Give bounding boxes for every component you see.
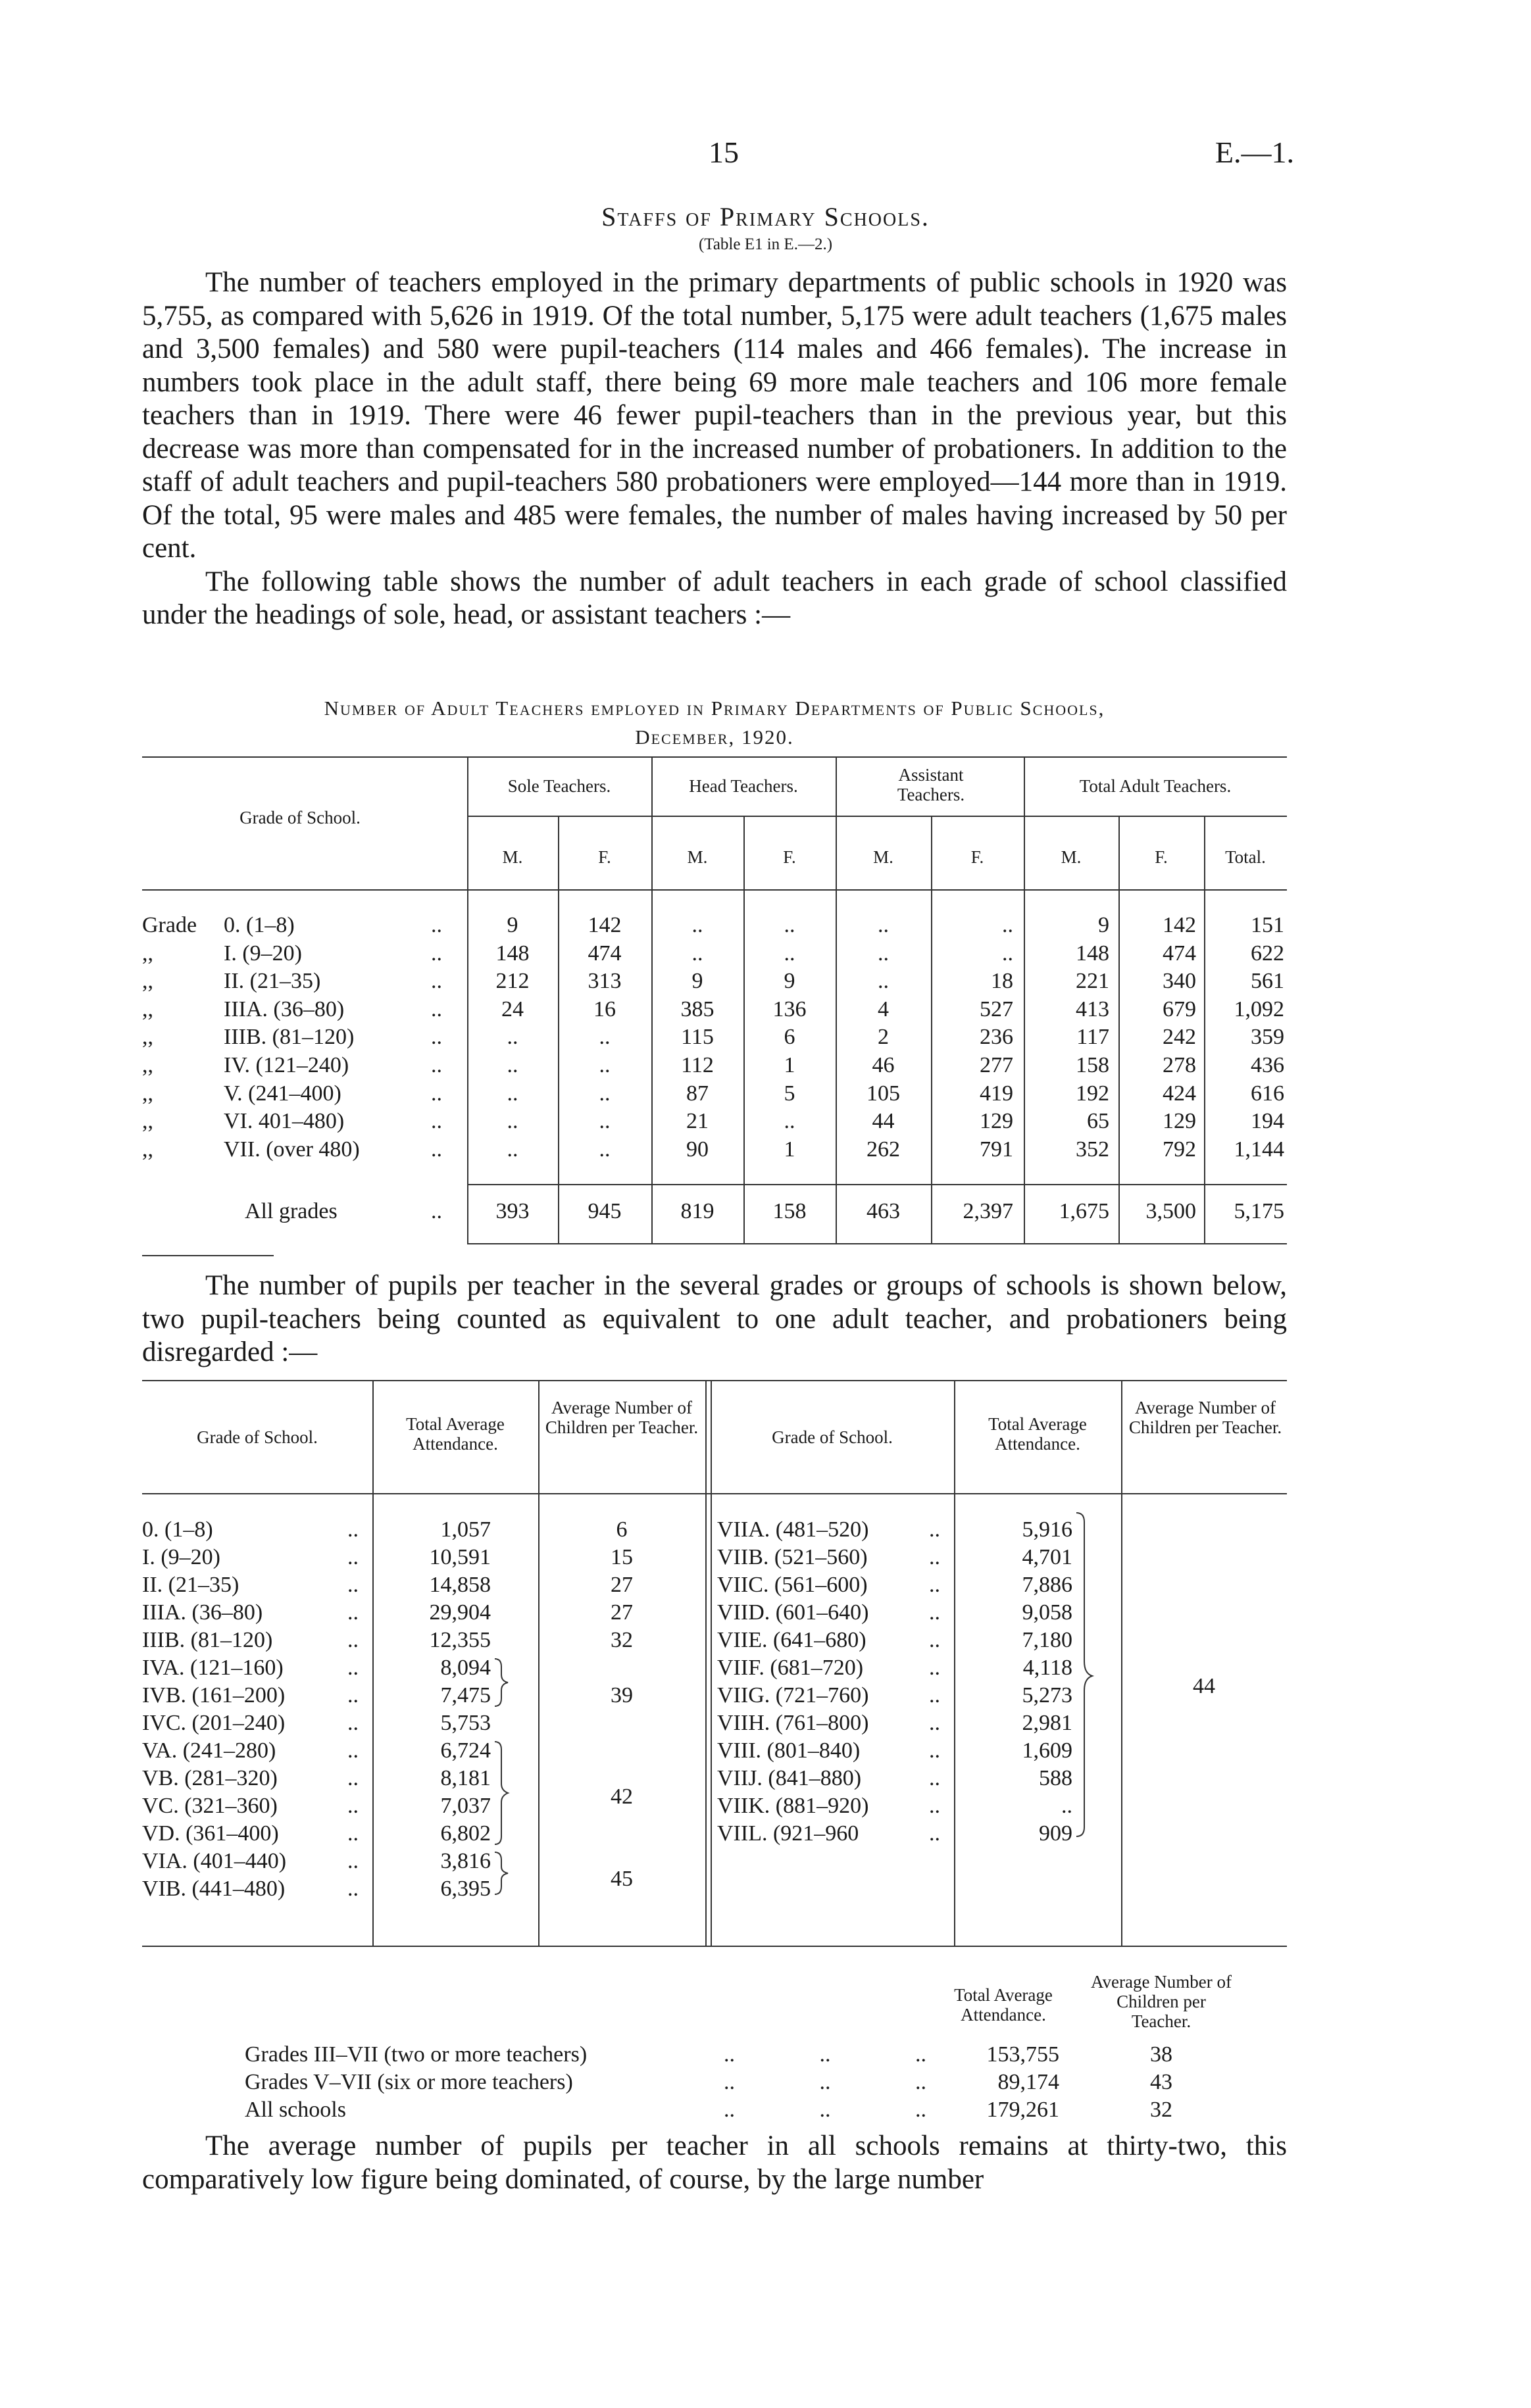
table2-left-grade: VB. (281–320) <box>142 1766 278 1790</box>
table2-left-grade: I. (9–20) <box>142 1545 220 1569</box>
table1-cell: .. <box>599 1025 611 1050</box>
table1-cell: 4 <box>878 996 889 1021</box>
avg-value: 39 <box>611 1683 633 1708</box>
table1-row-grade: IIIA. (36–80) <box>224 996 345 1021</box>
leader-dots: .. <box>347 1849 359 1873</box>
avg-value: 32 <box>611 1628 633 1652</box>
table1-cell: 136 <box>772 996 807 1021</box>
summary-header-avg: Average Number of Children per Teacher. <box>1091 1972 1232 2031</box>
table1-cell: .. <box>507 1137 518 1162</box>
table2-left-grade: VIB. (441–480) <box>142 1877 286 1901</box>
table2-left-attendance: 8,181 <box>440 1766 491 1790</box>
table1-row-prefix: ,, <box>142 1053 153 1077</box>
table1-cell: 194 <box>1251 1109 1284 1134</box>
table2-right-attendance: 588 <box>1039 1766 1072 1790</box>
table1-cell: 242 <box>1163 1025 1196 1050</box>
paragraph-1: The number of teachers employed in the primary departments of public schools in 1920 was 5,755, as compared with 5,626 in 1919. Of the total number, 5,175 were adult teachers (1,675 males and 3,500 females) and 580 were pupil-teachers (114 males and 466 females). The increase in numbers took place in the adult staff, there being 69 more male teachers and 106 more female teachers than in 1919. There were 46 fewer pupil-teachers than in the previous year, but this decrease was more than compensated for in the increased number of probationers. In addition to the staff of adult teachers and pupil-teachers 580 probationers were employed—144 more than in 1919. Of the total, 95 were males and 485 were females, the number of males having increased by 50 per cent. <box>142 267 1287 564</box>
table2-left-attendance: 3,816 <box>440 1849 491 1873</box>
table1-cell: 474 <box>588 941 622 966</box>
leader-dots: .. <box>431 1199 442 1223</box>
leader-dots: .. <box>929 1711 940 1735</box>
leader-dots: .. <box>929 1656 940 1680</box>
table1-cell: .. <box>784 941 795 966</box>
table1-row-prefix: ,, <box>142 941 153 966</box>
table2-left-attendance: 6,802 <box>440 1821 491 1846</box>
leader-dots: .. .. .. <box>724 2070 926 2094</box>
table2-left-grade: VD. (361–400) <box>142 1821 279 1846</box>
table2-right-attendance: 9,058 <box>1022 1600 1072 1625</box>
table2-right-attendance: 2,981 <box>1022 1711 1072 1735</box>
table1-cell: .. <box>878 941 889 966</box>
table1-row-grade: V. (241–400) <box>224 1081 341 1106</box>
table2-left-grade: IVB. (161–200) <box>142 1683 286 1708</box>
table2-right-grade: VIIL. (921–960 <box>717 1821 859 1846</box>
table1-total-all-f: 3,500 <box>1145 1199 1196 1223</box>
leader-dots: .. <box>431 941 442 966</box>
table2-right-attendance: 7,180 <box>1022 1628 1072 1652</box>
leader-dots: .. <box>929 1794 940 1818</box>
table1-total-all-m: 1,675 <box>1059 1199 1109 1223</box>
table2-left-grade: VA. (241–280) <box>142 1738 276 1763</box>
page-number: 15 <box>709 135 739 169</box>
table2-right-attendance: 1,609 <box>1022 1738 1072 1763</box>
table1-cell: 112 <box>681 1053 714 1077</box>
brace-left <box>495 1742 508 1844</box>
leader-dots: .. <box>929 1573 940 1597</box>
table1-cell: 117 <box>1076 1025 1109 1050</box>
avg-value: 15 <box>611 1545 633 1569</box>
table1-cell: .. <box>784 913 795 937</box>
table1-header-f: F. <box>783 847 796 867</box>
summary-header-attendance: Total Average Attendance. <box>954 1985 1053 2025</box>
leader-dots: .. .. .. <box>724 2098 926 2122</box>
table1-cell: .. <box>507 1053 518 1077</box>
table1-cell: 9 <box>691 969 703 994</box>
table1-cell: 474 <box>1163 941 1196 966</box>
table1-header-grade: Grade of School. <box>239 808 361 827</box>
table1-cell: 679 <box>1163 996 1196 1021</box>
table1-cell: 1 <box>784 1137 795 1162</box>
section-title: Staffs of Primary Schools. <box>601 202 930 232</box>
table1-header-assistant: Assistant Teachers. <box>897 765 965 804</box>
table2-right-grade: VIIE. (641–680) <box>717 1628 866 1652</box>
document-reference: E.—1. <box>1215 135 1294 169</box>
paragraph-2: The following table shows the number of adult teachers in each grade of school classified under the headings of sole, head, or assistant teachers :— <box>142 566 1287 630</box>
avg-value: 44 <box>1193 1674 1215 1698</box>
leader-dots: .. <box>929 1683 940 1708</box>
table2-left-attendance: 7,475 <box>440 1683 491 1708</box>
table1-cell: 262 <box>866 1137 900 1162</box>
table1-cell: 436 <box>1251 1053 1284 1077</box>
table1-cell: 46 <box>872 1053 895 1077</box>
table2-left-attendance: 14,858 <box>429 1573 491 1597</box>
leader-dots: .. <box>347 1683 359 1708</box>
table1-cell: 1 <box>784 1053 795 1077</box>
table1-cell: 151 <box>1251 913 1284 937</box>
table1-header-m: M. <box>1061 847 1082 867</box>
table2-left-grade: VIA. (401–440) <box>142 1849 287 1873</box>
table1-cell: 18 <box>991 969 1013 994</box>
table1-cell: 9 <box>1098 913 1109 937</box>
table1-title-line2: December, 1920. <box>635 725 794 749</box>
table1-cell: .. <box>599 1109 611 1134</box>
leader-dots: .. <box>431 1109 442 1134</box>
table2-left-attendance: 6,395 <box>440 1877 491 1901</box>
table2-left-attendance: 29,904 <box>429 1600 491 1625</box>
table1-cell: .. <box>878 969 889 994</box>
table2-left-grade: IIIB. (81–120) <box>142 1628 273 1652</box>
brace-left <box>495 1659 508 1706</box>
table2-left-grade: II. (21–35) <box>142 1573 239 1597</box>
table1-cell: 359 <box>1251 1025 1284 1050</box>
table1-cell: 352 <box>1076 1137 1109 1162</box>
table1-total-sole-m: 393 <box>495 1199 530 1223</box>
summary-row-avg: 43 <box>1150 2070 1172 2094</box>
table2-right-attendance: 4,118 <box>1022 1656 1072 1680</box>
summary-row-avg: 32 <box>1150 2098 1172 2122</box>
table1-row-prefix: ,, <box>142 1109 153 1134</box>
table1-row-prefix: ,, <box>142 1081 153 1106</box>
table2-left-attendance: 6,724 <box>440 1738 491 1763</box>
summary-row-attendance: 153,755 <box>986 2042 1059 2067</box>
table1-cell: 413 <box>1076 996 1109 1021</box>
table1-cell: 561 <box>1251 969 1284 994</box>
table2-right-grade: VIIG. (721–760) <box>717 1683 869 1708</box>
table1-cell: 212 <box>495 969 530 994</box>
leader-dots: .. <box>347 1877 359 1901</box>
table1-header-head: Head Teachers. <box>689 776 798 796</box>
leader-dots: .. <box>431 913 442 937</box>
table1-cell: 142 <box>588 913 622 937</box>
table2-right-attendance: .. <box>1061 1794 1072 1818</box>
table1-cell: 9 <box>507 913 518 937</box>
brace-left <box>495 1852 508 1894</box>
table1-row-grade: I. (9–20) <box>224 941 302 966</box>
table2-left-grade: IVA. (121–160) <box>142 1656 284 1680</box>
table2-header-attendance: Total Average Attendance. <box>406 1414 505 1454</box>
table2-left-attendance: 8,094 <box>440 1656 491 1680</box>
leader-dots: .. <box>431 1137 442 1162</box>
table1-cell: 277 <box>980 1053 1013 1077</box>
table2-left-attendance: 7,037 <box>440 1794 491 1818</box>
table2-right-grade: VIIC. (561–600) <box>717 1573 868 1597</box>
table1-cell: 21 <box>686 1109 709 1134</box>
leader-dots: .. <box>431 1081 442 1106</box>
table2-left-attendance: 5,753 <box>440 1711 491 1735</box>
brace-right <box>1076 1513 1092 1836</box>
table2-right-attendance: 4,701 <box>1022 1545 1072 1569</box>
leader-dots: .. <box>347 1573 359 1597</box>
table1-cell: 340 <box>1163 969 1196 994</box>
table1-total-head-f: 158 <box>772 1199 807 1223</box>
table1-cell: 385 <box>680 996 715 1021</box>
table2-right-grade: VIII. (801–840) <box>717 1738 861 1763</box>
table1-cell: 129 <box>1163 1109 1196 1134</box>
paragraph-4: The average number of pupils per teacher in all schools remains at thirty-two, this comparatively low figure being dominated, of course, by the large number <box>142 2130 1287 2195</box>
table1-header-f: F. <box>598 847 611 867</box>
table1-header-m: M. <box>502 847 523 867</box>
leader-dots: .. <box>347 1628 359 1652</box>
table1-cell: 87 <box>686 1081 709 1106</box>
table1-cell: 527 <box>980 996 1013 1021</box>
table2-left-attendance: 1,057 <box>440 1517 491 1542</box>
table1-cell: 419 <box>980 1081 1013 1106</box>
leader-dots: .. <box>347 1738 359 1763</box>
leader-dots: .. <box>347 1545 359 1569</box>
leader-dots: .. <box>347 1766 359 1790</box>
table1-cell: 105 <box>866 1081 900 1106</box>
table1-cell: .. <box>784 1109 795 1134</box>
table2-left-grade: IIIA. (36–80) <box>142 1600 263 1625</box>
table1-row-prefix: ,, <box>142 1025 153 1050</box>
summary-row-avg: 38 <box>1150 2042 1172 2067</box>
table1-cell: 5 <box>784 1081 795 1106</box>
table1-row-prefix: ,, <box>142 1137 153 1162</box>
table1-cell: .. <box>599 1081 611 1106</box>
table1-row-grade: IIIB. (81–120) <box>224 1025 355 1050</box>
leader-dots: .. <box>929 1600 940 1625</box>
table1-header-f: F. <box>970 847 984 867</box>
leader-dots: .. <box>929 1821 940 1846</box>
table1-cell: 44 <box>872 1109 895 1134</box>
table1-header-total-col: Total. <box>1225 847 1266 867</box>
table2-header-grade: Grade of School. <box>772 1427 893 1447</box>
table2-right-grade: VIID. (601–640) <box>717 1600 869 1625</box>
leader-dots: .. <box>347 1600 359 1625</box>
table1-header-total: Total Adult Teachers. <box>1079 776 1232 796</box>
table1-total-all-total: 5,175 <box>1234 1199 1284 1223</box>
table2-left-attendance: 10,591 <box>429 1545 491 1569</box>
table1-row-grade: 0. (1–8) <box>224 913 295 937</box>
table1-row-prefix: Grade <box>142 913 197 937</box>
summary-row-label: Grades V–VII (six or more teachers) <box>245 2070 573 2094</box>
table1-cell: .. <box>1002 913 1013 937</box>
leader-dots: .. <box>929 1545 940 1569</box>
table1-row-prefix: ,, <box>142 969 153 994</box>
table1-cell: 792 <box>1163 1137 1196 1162</box>
table1-cell: 791 <box>980 1137 1013 1162</box>
table1-cell: 115 <box>681 1025 714 1050</box>
table2-right-attendance: 5,916 <box>1022 1517 1072 1542</box>
summary-row-attendance: 89,174 <box>997 2070 1059 2094</box>
table1-cell: 16 <box>593 996 616 1021</box>
table1-totals-label: All grades <box>245 1199 338 1223</box>
table1-cell: .. <box>1002 941 1013 966</box>
table1-header-sole: Sole Teachers. <box>507 776 611 796</box>
table1-cell: 2 <box>878 1025 889 1050</box>
table1-total-asst-f: 2,397 <box>963 1199 1013 1223</box>
table1-cell: 129 <box>980 1109 1013 1134</box>
table2-right-grade: VIIF. (681–720) <box>717 1656 864 1680</box>
table1-cell: 65 <box>1087 1109 1109 1134</box>
table1-cell: 158 <box>1076 1053 1109 1077</box>
table2-right-attendance: 7,886 <box>1022 1573 1072 1597</box>
summary-row-attendance: 179,261 <box>986 2098 1059 2122</box>
paragraph-3: The number of pupils per teacher in the several grades or groups of schools is shown below, two pupil-teachers being counted as equivalent to one adult teacher, and probationers being disregarded :— <box>142 1270 1287 1367</box>
table1-cell: 622 <box>1251 941 1284 966</box>
table1-cell: .. <box>878 913 889 937</box>
avg-value: 42 <box>611 1784 633 1809</box>
leader-dots: .. <box>347 1517 359 1542</box>
table1-row-grade: VI. 401–480) <box>224 1109 345 1134</box>
table1-cell: 278 <box>1163 1053 1196 1077</box>
leader-dots: .. <box>347 1656 359 1680</box>
table1-row-grade: II. (21–35) <box>224 969 321 994</box>
table1-cell: .. <box>507 1109 518 1134</box>
avg-value: 45 <box>611 1867 633 1891</box>
table1-cell: .. <box>691 941 703 966</box>
leader-dots: .. <box>347 1821 359 1846</box>
table1-cell: 24 <box>501 996 524 1021</box>
table1-cell: 192 <box>1076 1081 1109 1106</box>
table2-right-grade: VIIJ. (841–880) <box>717 1766 862 1790</box>
table1-cell: 1,092 <box>1234 996 1284 1021</box>
table2-left-attendance: 12,355 <box>429 1628 491 1652</box>
table2-right-grade: VIIA. (481–520) <box>717 1517 869 1542</box>
table2-right-grade: VIIH. (761–800) <box>717 1711 869 1735</box>
table1-header-m: M. <box>873 847 893 867</box>
table1-cell: .. <box>507 1025 518 1050</box>
table1-cell: 424 <box>1163 1081 1196 1106</box>
table1-header-m: M. <box>687 847 708 867</box>
avg-value: 6 <box>616 1517 628 1542</box>
table2-right-attendance: 5,273 <box>1022 1683 1072 1708</box>
table1-cell: 6 <box>784 1025 795 1050</box>
table1-header-f: F. <box>1155 847 1168 867</box>
leader-dots: .. <box>929 1517 940 1542</box>
table2-left-grade: VC. (321–360) <box>142 1794 278 1818</box>
leader-dots: .. <box>431 1025 442 1050</box>
table1-cell: 142 <box>1163 913 1196 937</box>
leader-dots: .. <box>431 969 442 994</box>
leader-dots: .. <box>347 1794 359 1818</box>
table2-header-avg: Average Number of Children per Teacher. <box>1128 1398 1282 1437</box>
table1-total-head-m: 819 <box>680 1199 715 1223</box>
table1-cell: 148 <box>1076 941 1109 966</box>
table1-cell: 1,144 <box>1234 1137 1284 1162</box>
table1-cell: .. <box>691 913 703 937</box>
table1-cell: .. <box>507 1081 518 1106</box>
table1-cell: 616 <box>1251 1081 1284 1106</box>
table2-left-grade: 0. (1–8) <box>142 1517 213 1542</box>
table2-right-grade: VIIK. (881–920) <box>717 1794 869 1818</box>
table2-right-attendance: 909 <box>1039 1821 1072 1846</box>
paragraph-4-block <box>142 2130 1287 2196</box>
table1-cell: 313 <box>588 969 622 994</box>
table1-cell: .. <box>599 1053 611 1077</box>
table1-cell: 90 <box>686 1137 709 1162</box>
leader-dots: .. <box>431 996 442 1021</box>
leader-dots: .. <box>929 1766 940 1790</box>
avg-value: 27 <box>611 1573 633 1597</box>
leader-dots: .. .. .. <box>724 2042 926 2067</box>
table1-cell: .. <box>599 1137 611 1162</box>
summary-row-label: All schools <box>245 2098 346 2122</box>
table2-header-avg: Average Number of Children per Teacher. <box>545 1398 699 1437</box>
table1-total-sole-f: 945 <box>588 1199 622 1223</box>
table1-cell: 236 <box>980 1025 1013 1050</box>
section-subtitle: (Table E1 in E.—2.) <box>698 235 833 253</box>
leader-dots: .. <box>431 1053 442 1077</box>
table1-title-line1: Number of Adult Teachers employed in Primary Departments of Public Schools, <box>324 697 1105 720</box>
leader-dots: .. <box>929 1628 940 1652</box>
leader-dots: .. <box>929 1738 940 1763</box>
table1-row-grade: VII. (over 480) <box>224 1137 360 1162</box>
table1-cell: 221 <box>1076 969 1109 994</box>
table1-row-grade: IV. (121–240) <box>224 1053 349 1077</box>
table2-header-attendance: Total Average Attendance. <box>988 1414 1087 1454</box>
avg-value: 27 <box>611 1600 633 1625</box>
table2-left-grade: IVC. (201–240) <box>142 1711 286 1735</box>
summary-row-label: Grades III–VII (two or more teachers) <box>245 2042 588 2067</box>
table2-right-grade: VIIB. (521–560) <box>717 1545 868 1569</box>
table1-cell: 9 <box>784 969 795 994</box>
table1-total-asst-m: 463 <box>866 1199 900 1223</box>
leader-dots: .. <box>347 1711 359 1735</box>
table1-cell: 148 <box>495 941 530 966</box>
table2-header-grade: Grade of School. <box>197 1427 318 1447</box>
table1-row-prefix: ,, <box>142 996 153 1021</box>
